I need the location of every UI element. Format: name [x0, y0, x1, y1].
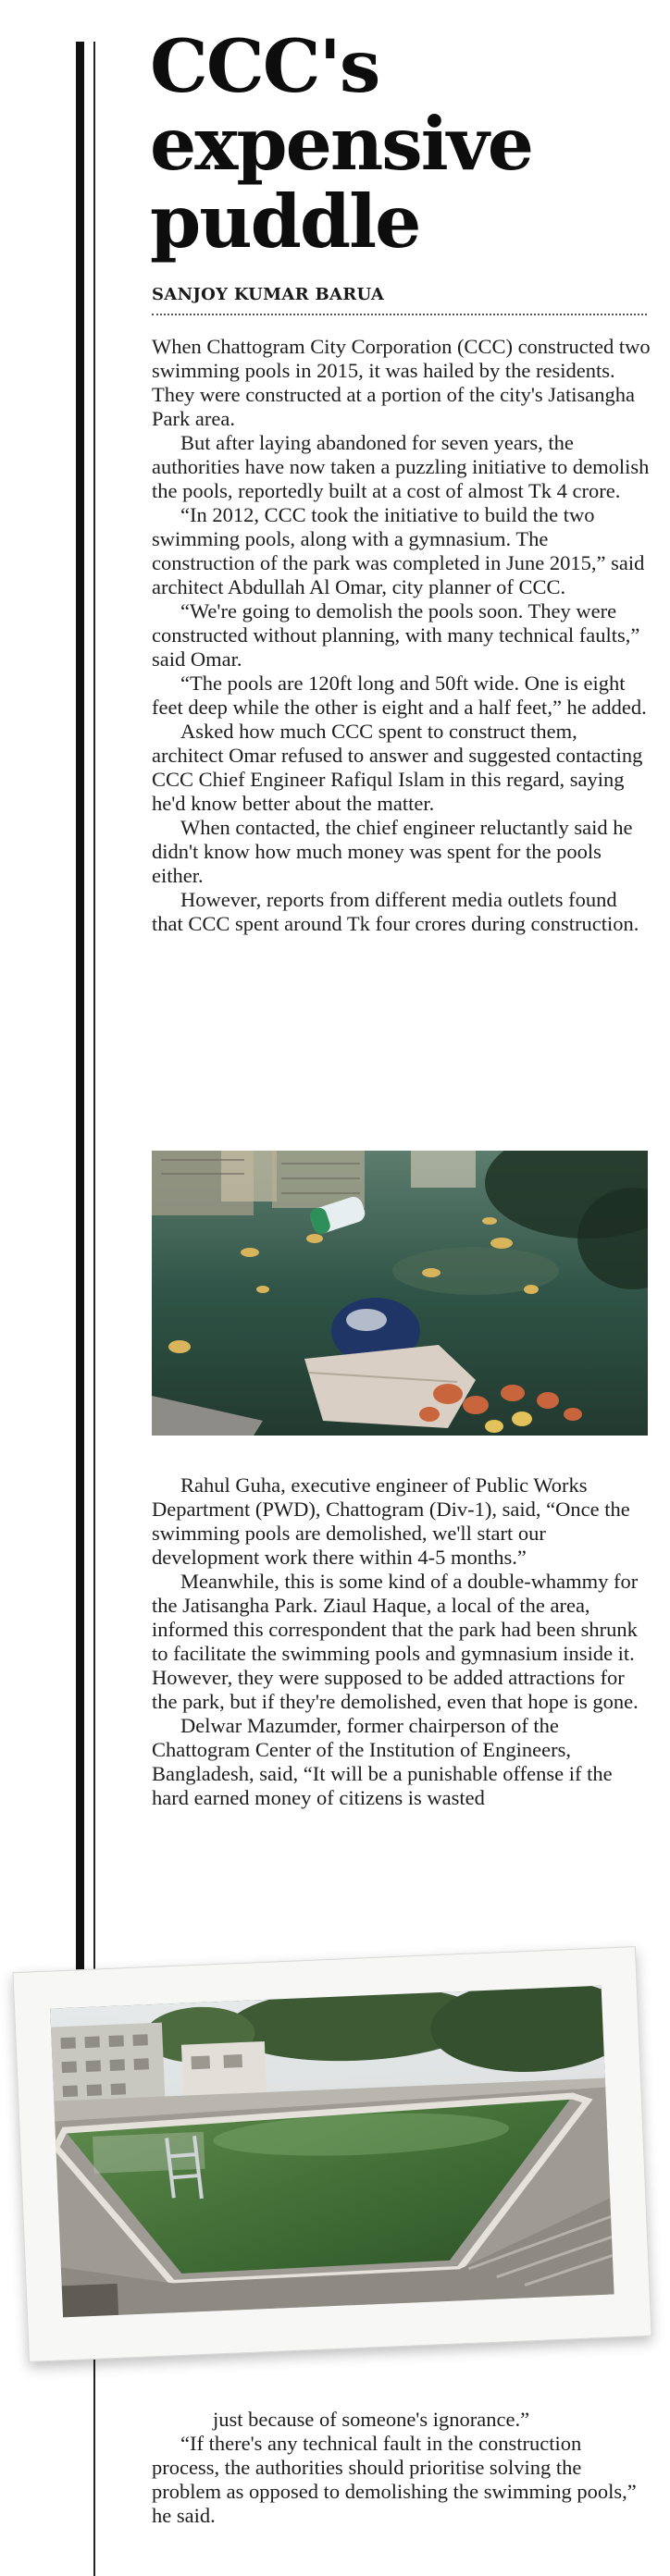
- pool-overview-photo: [50, 1986, 614, 2318]
- paragraph: Asked how much CCC spent to construct them, architect Omar refused to answer and suggested contacting CCC Chief Engineer Rafiqul Islam in this regard, saying he'd know better about the matter.: [152, 720, 643, 815]
- paragraph: When contacted, the chief engineer reluctantly said he didn't know how much money was spent for the pools either.: [152, 816, 633, 887]
- headline-line: expensive: [150, 101, 532, 187]
- byline: SANJOY KUMAR BARUA: [152, 285, 647, 315]
- pool-overview-illustration: [50, 1986, 614, 2318]
- paragraph: When Chattogram City Corporation (CCC) constructed two swimming pools in 2015, it was hailed by the residents. They were constructed at a portion of the city's Jatisangha Park area.: [152, 335, 651, 430]
- article-body-part-1: [152, 335, 651, 936]
- article-body-part-2: [152, 1473, 651, 1810]
- article-body-part-3: [152, 2408, 651, 2528]
- headline: [150, 23, 532, 265]
- paragraph: “We're going to demolish the pools soon. They were constructed without planning, with many technical faults,” said Omar.: [152, 599, 640, 671]
- headline-line: puddle: [150, 179, 420, 265]
- paragraph: “In 2012, CCC took the initiative to build the two swimming pools, along with a gymnasium. The construction of the park was completed in June 2015,” said architect Abdullah Al Omar, city planner of CCC.: [152, 503, 645, 598]
- paragraph: “The pools are 120ft long and 50ft wide. One is eight feet deep while the other is eight and a half feet,” he added.: [152, 672, 647, 719]
- paragraph: But after laying abandoned for seven years, the authorities have now taken a puzzling initiative to demolish the pools, reportedly built at a cost of almost Tk 4 crore.: [152, 431, 650, 502]
- paragraph: Delwar Mazumder, former chairperson of the Chattogram Center of the Institution of Engineers, Bangladesh, said, “It will be a punishable offense if the hard earned money of citizens is wasted: [152, 1714, 613, 1809]
- pool-water-photo: [152, 1151, 648, 1436]
- paragraph: However, reports from different media outlets found that CCC spent around Tk four crores during construction.: [152, 888, 639, 935]
- pool-photo-frame: [12, 1946, 651, 2362]
- pool-water-illustration: [152, 1151, 648, 1436]
- left-column-rule-thick: [76, 42, 84, 2030]
- paragraph: just because of someone's ignorance.”: [213, 2408, 530, 2431]
- paragraph: Rahul Guha, executive engineer of Public Works Department (PWD), Chattogram (Div-1), said, “Once the swimming pools are demolished, we'll start our development work there within 4-5 months.”: [152, 1473, 630, 1569]
- paragraph: “If there's any technical fault in the construction process, the authorities should prioritise solving the problem as opposed to demolishing the swimming pools,” he said.: [152, 2432, 637, 2527]
- paragraph: Meanwhile, this is some kind of a double-whammy for the Jatisangha Park. Ziaul Haque, a local of the area, informed this correspondent that the park had been shrunk to facilitate the swimming pools and gymnasium inside it. However, they were supposed to be added attractions for the park, but if they're demolished, even that hope is gone.: [152, 1570, 639, 1713]
- headline-line: CCC's: [150, 23, 379, 109]
